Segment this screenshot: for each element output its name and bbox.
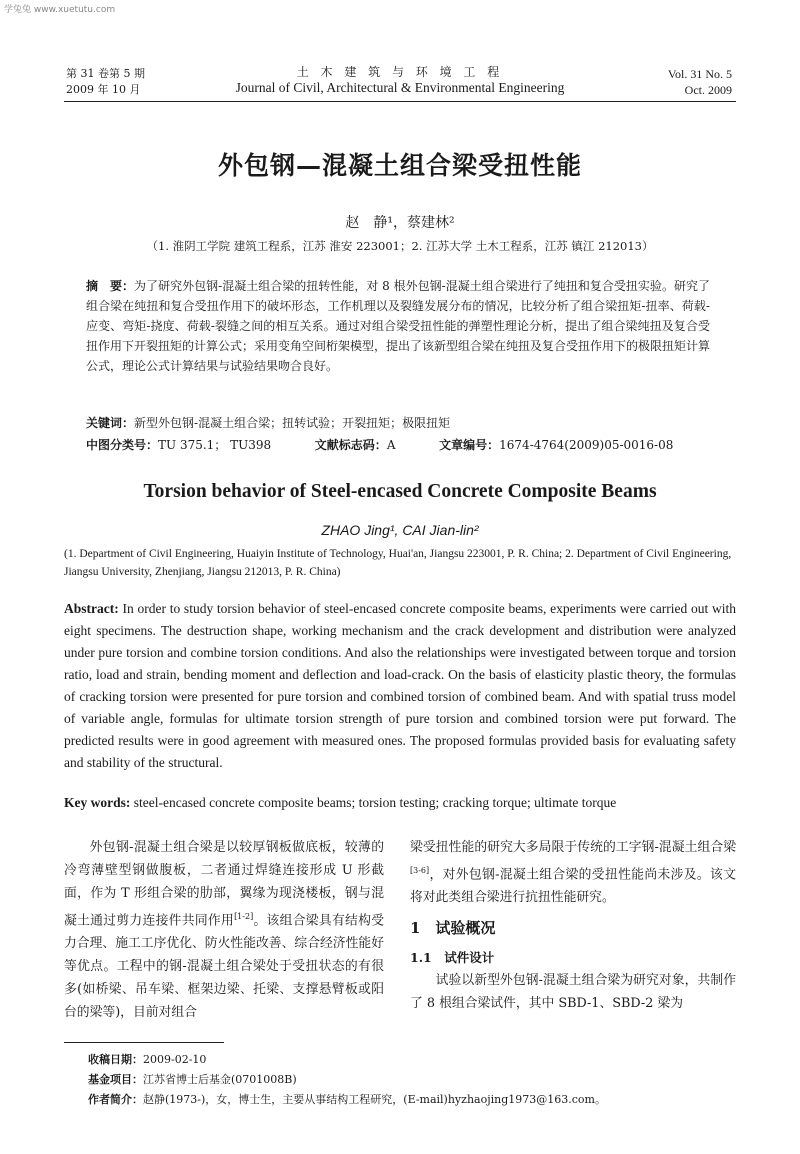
keywords-cn (86, 414, 726, 431)
paper-title-en: Torsion behavior of Steel-encased Concrete Composite Beams (143, 481, 657, 502)
journal-en: Journal of Civil, Architectural & Environmental Engineering (235, 80, 565, 95)
article-id-value: 1674-4764(2009)05-0016-08 (499, 438, 674, 452)
citation-1-2: [1-2] (234, 912, 254, 921)
abstract-cn-label: 摘 要： (86, 279, 135, 293)
body-column-right (410, 836, 736, 1015)
abstract-en (64, 598, 736, 774)
section-1-heading: 1 试验概况 (410, 919, 496, 938)
keywords-en (64, 795, 736, 811)
abstract-en-text: In order to study torsion behavior of steel-encased concrete composite beams, experiments were carried out with eight specimens. The destruction shape, working mechanism and the crack development and distribution were analyzed under pure torsion and combine torsion conditions. And also the relationships were investigated between torque and torsion ratio, load and strain, bending moment and deflection and load-crack. On the basis of elasticity plastic theory, the formulas of cracking torsion were presented for pure torsion and combined torsion of combined beam. And with spatial truss model of variable angle, formulas for ultimate torsion strength of pure torsion and combined torsion were put forward. The predicted results were in good agreement with measured ones. The proposed formulas provided basis for evaluating safety and stability of the structural. (64, 601, 736, 770)
classification-line (86, 436, 726, 453)
journal-name (180, 63, 620, 96)
author-bio-value: 赵静(1973-)，女，博士生，主要从事结构工程研究，(E-mail)hyzhaojing1973@163.com。 (143, 1093, 606, 1106)
specimen-paragraph: 试验以新型外包钢-混凝土组合梁为研究对象，共制作了 8 根组合梁试件，其中 SBD-1、SBD-2 梁为 (410, 973, 736, 1012)
fund (88, 1070, 736, 1090)
authors-cn: 赵 静¹，蔡建林² (345, 215, 455, 231)
citation-3-6: [3-6] (410, 866, 430, 875)
footnote-rule (64, 1042, 224, 1043)
intro-cont-a: 梁受扭性能的研究大多局限于传统的工字钢-混凝土组合梁 (410, 840, 736, 855)
watermark: 学兔兔 www.xuetutu.com (4, 5, 116, 15)
volume-cn: 第 31 卷第 5 期 (66, 67, 145, 80)
fund-label: 基金项目： (88, 1073, 143, 1086)
received-date (88, 1050, 736, 1070)
footnotes (88, 1050, 736, 1110)
article-id-label: 文章编号： (439, 438, 500, 452)
abstract-cn (86, 276, 710, 376)
abstract-cn-text: 为了研究外包钢-混凝土组合梁的扭转性能，对 8 根外包钢-混凝土组合梁进行了纯扭和复合受扭实验。研究了组合梁在纯扭和复合受扭作用下的破坏形态，工作机理以及裂缝发展分布的情况，比较分析了组合梁扭矩-扭率、荷载-应变、弯矩-挠度、荷载-裂缝之间的相互关系。通过对组合梁受扭性能的弹塑性理论分析，提出了组合梁纯扭及复合受扭作用下开裂扭矩的计算公式；采用变角空间桁架模型，提出了该新型组合梁在纯扭及复合受扭作用下的极限扭矩计算公式，理论公式计算结果与试验结果吻合良好。 (86, 279, 711, 373)
author-bio (88, 1090, 736, 1110)
body-column-left (64, 836, 384, 1024)
affiliation-en: (1. Department of Civil Engineering, Huaiyin Institute of Technology, Huai'an, Jiangsu 223001, P. R. China; 2. Department of Civil Engineering, Jiangsu University, Zhenjiang, Jiangsu 212013, P. R. China) (64, 548, 732, 578)
author-bio-label: 作者简介： (88, 1093, 143, 1106)
header-rule (64, 101, 736, 102)
clc-label: 中图分类号： (86, 438, 159, 452)
intro-continued (410, 836, 736, 909)
intro-paragraph (64, 836, 384, 1024)
doc-code-value: A (386, 438, 396, 452)
date-en: Oct. 2009 (684, 83, 732, 97)
doc-code-label: 文献标志码： (314, 438, 387, 452)
intro-text-b: 。该组合梁具有结构受力合理、施工工序优化、防火性能改善、综合经济性能好等优点。工程中的钢-混凝土组合梁处于受扭状态的有很多(如桥梁、吊车梁、框架边梁、托梁、支撑悬臂板或阳台的梁等)，目前对组合 (64, 913, 385, 1021)
header-issue-cn (66, 66, 145, 98)
header-issue-en (668, 66, 732, 98)
received-value: 2009-02-10 (143, 1053, 207, 1066)
received-label: 收稿日期： (88, 1053, 143, 1066)
volume-en: Vol. 31 No. 5 (667, 67, 732, 81)
date-cn: 2009 年 10 月 (66, 83, 141, 96)
section-1-1-heading: 1.1 试件设计 (410, 950, 495, 966)
authors-en: ZHAO Jing¹, CAI Jian-lin² (321, 522, 479, 538)
abstract-en-label: Abstract: (64, 601, 119, 616)
fund-value: 江苏省博士后基金(0701008B) (143, 1073, 297, 1086)
paper-title-cn: 外包钢—混凝土组合梁受扭性能 (217, 151, 582, 180)
intro-text-a: 外包钢-混凝土组合梁是以较厚钢板做底板，较薄的冷弯薄壁型钢做腹板，二者通过焊缝连接形成 U 形截面，作为 T 形组合梁的肋部，翼缘为现浇楼板，钢与混凝土通过剪力连接件共同作用 (64, 840, 384, 929)
affiliation-cn: （1. 淮阴工学院 建筑工程系，江苏 淮安 223001；2. 江苏大学 土木工程系，江苏 镇江 212013） (146, 239, 654, 253)
clc-value: TU 375.1； TU398 (158, 438, 272, 452)
keywords-en-label: Key words: (64, 795, 131, 810)
intro-cont-b: ，对外包钢-混凝土组合梁的受扭性能尚未涉及。该文将对此类组合梁进行抗扭性能研究。 (410, 867, 736, 906)
keywords-en-text: steel-encased concrete composite beams; torsion testing; cracking torque; ultimate torque (133, 795, 617, 810)
keywords-cn-text: 新型外包钢-混凝土组合梁；扭转试验；开裂扭矩；极限扭矩 (134, 416, 451, 430)
journal-cn: 土 木 建 筑 与 环 境 工 程 (296, 65, 504, 79)
keywords-cn-label: 关键词： (86, 416, 135, 430)
